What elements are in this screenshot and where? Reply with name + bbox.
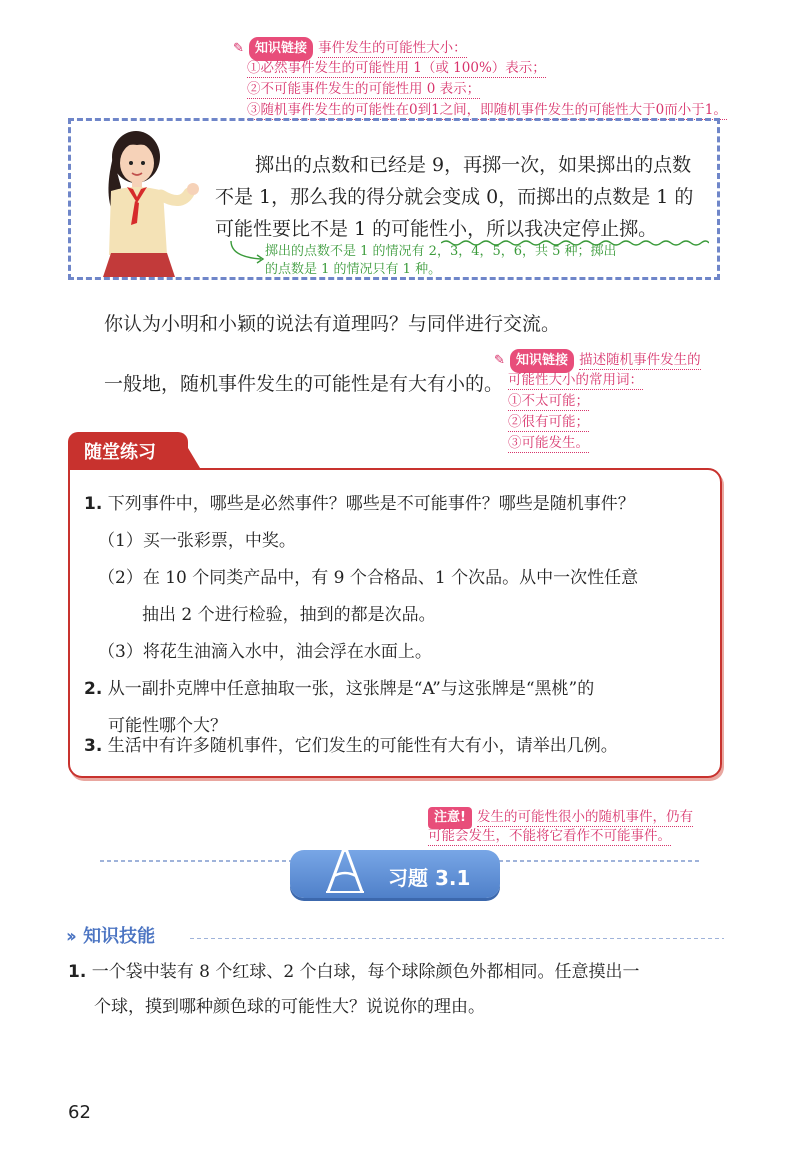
practice-q2: [84, 671, 594, 708]
note-line: 描述随机事件发生的: [579, 352, 701, 368]
annotation-line-1: 掷出的点数不是 1 的情况有 2，3，4，5，6，共 5 种；掷出: [265, 244, 617, 259]
note-item: ③可能发生。: [508, 435, 589, 451]
speech-box: [68, 118, 720, 280]
pencil-icon: ✎: [233, 41, 244, 56]
practice-q3: [84, 728, 618, 765]
knowledge-link-tag: 知识链接: [510, 349, 574, 373]
q-number: 1.: [84, 494, 103, 514]
section-knowledge-skills: [66, 924, 155, 950]
note-item: ①不太可能；: [508, 393, 589, 409]
q-number: 1.: [68, 962, 87, 982]
annotation-line-2: 的点数是 1 的情况只有 1 种。: [265, 262, 442, 277]
q-text: 从一副扑克牌中任意抽取一张，这张牌是“A”与这张牌是“黑桃”的: [107, 679, 595, 699]
note-item: ②很有可能；: [508, 414, 589, 430]
speech-line-1: 掷出的点数和已经是 9，再掷一次，如果掷出的点数: [255, 154, 692, 176]
q-text: 生活中有许多随机事件，它们发生的可能性有大有小，请举出几例。: [107, 736, 618, 756]
q-text: 一个袋中装有 8 个红球、2 个白球，每个球除颜色外都相同。任意摸出一: [91, 962, 640, 982]
practice-q2-line2: 可能性哪个大？: [108, 716, 227, 736]
speech-line-2: 不是 1，那么我的得分就会变成 0，而掷出的点数是 1 的: [215, 186, 694, 208]
practice-q1: [84, 486, 635, 523]
discussion-question: 你认为小明和小颖的说法有道理吗？与同伴进行交流。: [104, 313, 561, 335]
page-number: 62: [68, 1102, 91, 1123]
q-text: 下列事件中，哪些是必然事件？哪些是不可能事件？哪些是随机事件？: [107, 494, 635, 514]
attention-line-2: 可能会发生，不能将它看作不可能事件。: [428, 828, 671, 844]
practice-q1-sub3: （3）将花生油滴入水中，油会浮在水面上。: [98, 642, 432, 662]
knowledge-link-note-right: [494, 348, 701, 454]
compass-icon: [316, 842, 374, 900]
practice-q1-sub2b: 抽出 2 个进行检验，抽到的都是次品。: [142, 605, 436, 625]
annotation-arrow-icon: [227, 239, 267, 267]
exercise-banner: [290, 850, 500, 898]
section-rule: [190, 938, 724, 939]
note-line: 可能性大小的常用词：: [508, 372, 643, 388]
general-statement: 一般地，随机事件发生的可能性是有大有小的。: [104, 373, 504, 395]
exercise-banner-title: 习题 3.1: [388, 866, 471, 890]
knowledge-link-tag: 知识链接: [249, 37, 313, 61]
note-item: ③随机事件发生的可能性在0到1之间，即随机事件发生的可能性大于0而小于1。: [247, 102, 727, 118]
chevron-right-icon: ›: [66, 926, 70, 947]
section-title: 知识技能: [83, 926, 156, 947]
pencil-icon: ✎: [494, 353, 505, 368]
practice-header-tab: [188, 448, 200, 468]
knowledge-link-note-top: [233, 36, 727, 121]
speech-annotation: [265, 243, 617, 279]
q-number: 3.: [84, 736, 103, 756]
exercise-1: [68, 954, 640, 991]
practice-header-label: 随堂练习: [84, 442, 156, 463]
practice-box: [68, 468, 722, 778]
attention-note: [428, 806, 693, 846]
note-item: ①必然事件发生的可能性用 1（或 100%）表示；: [247, 60, 546, 76]
q-number: 2.: [84, 679, 103, 699]
practice-q1-sub1: （1）买一张彩票，中奖。: [98, 531, 296, 551]
practice-q1-sub2a: （2）在 10 个同类产品中，有 9 个合格品、1 个次品。从中一次性任意: [98, 568, 639, 588]
practice-header: [68, 432, 188, 468]
note-title: 事件发生的可能性大小：: [318, 40, 467, 56]
note-item: ②不可能事件发生的可能性用 0 表示；: [247, 81, 481, 97]
speech-line-3: 可能性要比不是 1 的可能性小，所以我决定停止掷。: [215, 218, 658, 240]
attention-tag: 注意!: [428, 807, 472, 829]
girl-illustration: [81, 127, 211, 277]
exercise-1-line2: 个球，摸到哪种颜色球的可能性大？说说你的理由。: [94, 997, 485, 1017]
attention-line-1: 发生的可能性很小的随机事件，仍有: [477, 809, 694, 825]
chevron-right-icon: ›: [69, 926, 77, 947]
